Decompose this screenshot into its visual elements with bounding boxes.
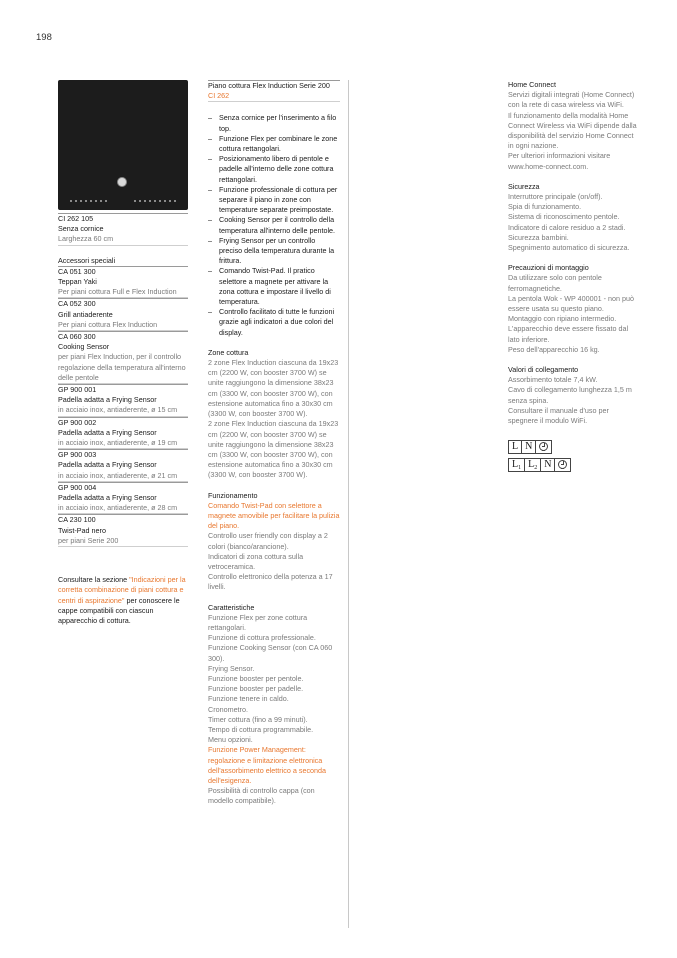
accessory-desc: Per piani cottura Flex Induction: [58, 320, 188, 331]
product-image: [58, 80, 188, 210]
hc-heading: Home Connect: [508, 80, 556, 89]
accessory-desc: in acciaio inox, antiaderente, ø 21 cm: [58, 471, 188, 482]
single-phase-symbol: [508, 440, 552, 454]
symbol-n: N: [522, 441, 536, 453]
accessory-name: Teppan Yaki: [58, 277, 97, 287]
feature-bullet: – Senza cornice per l'inserimento a filo top.: [208, 113, 340, 133]
func-heading: Funzionamento: [208, 490, 258, 500]
note-link[interactable]: "Indicazioni per la corretta combinazione di piani cottura e centri di aspirazione": [58, 575, 186, 605]
accessory-code: GP 900 001: [58, 384, 188, 395]
accessory-desc: Per piani cottura Full e Flex Induction: [58, 287, 188, 298]
symbol-l2: $L_2$: [525, 459, 541, 471]
product-title: Piano cottura Flex Induction Serie 200: [208, 80, 340, 91]
sec-text: Interruttore principale (on/off). Spia di funzionamento. Sistema di riconoscimento pentole. Indicatore di calore residuo a 2 stadi. Sicurezza bambini. Spegnimento automatico di sicurezza.: [508, 192, 630, 253]
twist-pad-dial: [117, 177, 127, 187]
accessory-code: CA 060 300: [58, 331, 188, 342]
accessory-name: Twist-Pad nero: [58, 525, 106, 535]
conn-text: Assorbimento totale 7,4 kW. Cavo di collegamento lunghezza 1,5 m senza spina. Consultare il manuale d'uso per spegnere il modulo WiFi.: [508, 375, 632, 426]
zone-text: 2 zone Flex Induction ciascuna da 19x23 cm (2200 W, con booster 3700 W) se unite raggiungono la dimensione 38x23 cm (3300 W, con booster 3700 W), con estensione automatica fino a 30x30 cm (3300 W, con booster 3700 W). 2 zone Flex Induction ciascuna da 19x23 cm (2200 W, con booster 3700 W) se unite raggiungono la dimensione 38x23 cm (3300 W, con booster 3700 W), con estensione automatica fino a 30x30 cm (3300 W, con booster 3700 W).: [208, 358, 339, 480]
feature-bullet: – Frying Sensor per un controllo preciso della temperatura durante la frittura.: [208, 236, 340, 267]
feature-bullet: – Posizionamento libero di pentole e padelle all'interno delle zone cottura rettangolari.: [208, 154, 340, 185]
accessory-name: Padella adatta a Frying Sensor: [58, 460, 157, 470]
accessory-desc: in acciaio inox, antiaderente, ø 28 cm: [58, 503, 188, 514]
char-highlight: Funzione Power Management: regolazione e limitazione elettronica dell'assorbimento elettrico a seconda dell'esigenza.: [208, 745, 327, 785]
ground-icon: [555, 459, 570, 471]
feature-bullet: – Cooking Sensor per il controllo della temperatura all'interno delle pentole.: [208, 215, 340, 235]
feature-bullet: – Funzione Flex per combinare le zone cottura rettangolari.: [208, 134, 340, 154]
char-text: Funzione Flex per zone cottura rettangolari. Funzione di cottura professionale. Funzione Cooking Sensor (con CA 060 300). Frying Sensor. Funzione booster per pentole. Funzione booster per padelle. Funzione tenere in caldo. Cronometro. Timer cottura (fino a 99 minuti). Tempo di cottura programmabile. Menu opzioni.: [208, 612, 333, 745]
feature-bullet: – Funzione professionale di cottura per separare il piano in zone con temperature separate preimpostate.: [208, 185, 340, 216]
connection-symbols: [508, 434, 638, 472]
accessory-code: CA 051 300: [58, 266, 188, 277]
accessory-code: CA 230 100: [58, 514, 188, 525]
char-text-2: Possibilità di controllo cappa (con modello compatibile).: [208, 786, 315, 806]
accessory-code: CA 052 300: [58, 298, 188, 309]
sec-heading: Sicurezza: [508, 181, 540, 191]
column-divider: [348, 80, 349, 928]
char-heading: Caratteristiche: [208, 602, 255, 612]
accessory-name: Grill antiaderente: [58, 309, 113, 319]
accessory-desc: per piani Serie 200: [58, 536, 188, 547]
func-text: Controllo user friendly con display a 2 colori (bianco/arancione). Indicatori di zona cottura sulla vetroceramica. Controllo elettronico della potenza a 17 livelli.: [208, 531, 333, 592]
conn-heading: Valori di collegamento: [508, 365, 579, 375]
accessory-code: GP 900 002: [58, 417, 188, 428]
accessories-heading: Accessori speciali: [58, 255, 116, 265]
symbol-n: N: [541, 459, 555, 471]
feature-bullet: – Comando Twist-Pad. Il pratico selettore a magnete per attivare la zona cottura e impostare il livello di temperatura.: [208, 266, 340, 307]
mont-heading: Precauzioni di montaggio: [508, 263, 589, 273]
model-name: Senza cornice: [58, 224, 104, 234]
page-number: 198: [36, 32, 52, 43]
accessory-name: Padella adatta a Frying Sensor: [58, 493, 157, 503]
note-text: Consultare la sezione: [58, 575, 130, 585]
accessory-name: Padella adatta a Frying Sensor: [58, 427, 157, 437]
accessory-code: GP 900 004: [58, 482, 188, 493]
control-indicators-left: [70, 200, 110, 202]
control-indicators-right: [134, 200, 176, 202]
mont-text: Da utilizzare solo con pentole ferromagnetiche. La pentola Wok - WP 400001 - non può essere usata su questo piano. Montaggio con ripiano intermedio. L'apparecchio deve essere fissato dal lato inferiore. Peso dell'apparecchio 16 kg.: [508, 273, 634, 354]
description-column: [208, 80, 340, 807]
ground-icon: [536, 441, 551, 453]
model-width: Larghezza 60 cm: [58, 234, 188, 245]
accessory-desc: per piani Flex Induction, per il controllo regolazione della temperatura all'interno delle pentole: [58, 352, 188, 384]
symbol-l: L: [509, 441, 522, 453]
accessory-desc: in acciaio inox, antiaderente, ø 19 cm: [58, 438, 188, 449]
feature-bullet: – Controllo facilitato di tutte le funzioni grazie agli indicatori a due colori del display.: [208, 307, 340, 338]
note-text-end: per conoscere le cappe compatibili con ciascun apparecchio di cottura.: [58, 595, 180, 625]
feature-bullets: [208, 113, 340, 337]
accessory-name: Padella adatta a Frying Sensor: [58, 395, 157, 405]
zone-heading: Zone cottura: [208, 347, 249, 357]
symbol-l1: $L_1$: [509, 459, 525, 471]
func-highlight: Comando Twist-Pad con selettore a magnete amovibile per facilitare la pulizia del piano.: [208, 500, 340, 531]
product-column: [58, 80, 188, 626]
accessory-desc: in acciaio inox, antiaderente, ø 15 cm: [58, 405, 188, 416]
model-code: CI 262 105: [58, 213, 188, 224]
accessory-code: GP 900 003: [58, 449, 188, 460]
combination-note: [58, 575, 188, 626]
specs-column: [508, 80, 638, 472]
accessories-list: [58, 266, 188, 547]
product-code: CI 262: [208, 91, 340, 102]
two-phase-symbol: [508, 458, 571, 472]
accessory-name: Cooking Sensor: [58, 342, 110, 352]
hc-text: Servizi digitali integrati (Home Connect) con la rete di casa wireless via WiFi. Il funzionamento della modalità Home Connect Wireless via WiFi dipende dalla disponibilità del servizio Home Connect in ogni nazione. Per ulteriori informazioni visitare www.home-connect.com.: [508, 90, 637, 171]
